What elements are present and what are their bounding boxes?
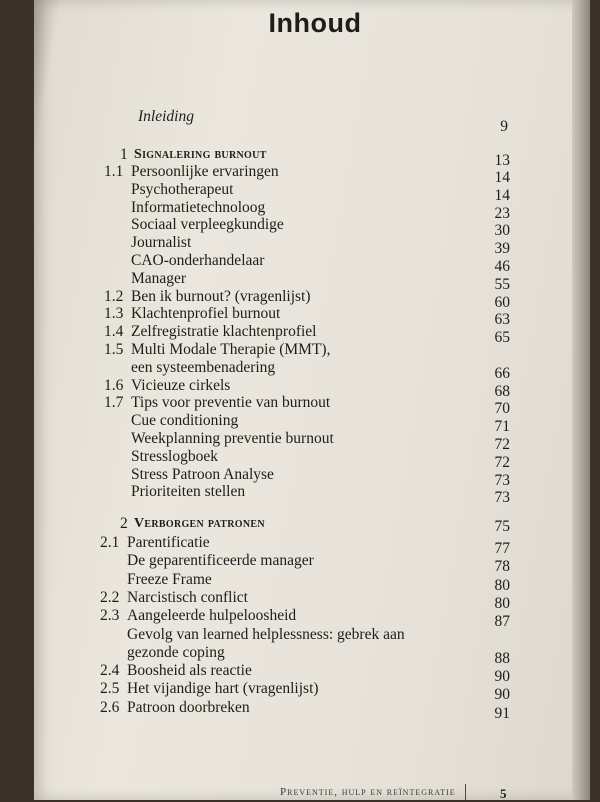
intro-page: 9 (500, 118, 508, 135)
toc-item-page: 66 (494, 364, 510, 382)
toc-item-page: 80 (494, 594, 510, 612)
toc-item-label: Ben ik burnout? (vragenlijst) (131, 287, 311, 305)
toc-item-label: Vicieuze cirkels (131, 376, 231, 394)
toc-item-label: Stress Patroon Analyse (131, 465, 274, 483)
running-title: Preventie, hulp en reïntegratie (280, 786, 456, 798)
footer-page-number: 5 (500, 786, 507, 801)
toc-item-page: 46 (494, 258, 510, 275)
toc-item-page: 60 (494, 293, 510, 311)
page-title: Inhoud (268, 8, 362, 38)
toc-item-page: 63 (494, 311, 510, 329)
toc-item-label: Freeze Frame (127, 570, 212, 588)
toc-item-number: 1.5 (104, 341, 124, 358)
toc-item-label: Cue conditioning (131, 412, 239, 430)
toc-item-label: Patroon doorbreken (127, 698, 250, 716)
toc-item-page: 72 (494, 453, 510, 471)
toc-item-page: 70 (494, 400, 510, 418)
toc-item-number: 1.7 (104, 394, 124, 412)
toc-item-number: 2.5 (100, 680, 120, 698)
toc-item-label: De geparentificeerde manager (127, 552, 314, 570)
toc-item-label: Stresslogboek (131, 447, 218, 465)
toc-item-page: 73 (494, 489, 510, 507)
toc-item-label: Manager (131, 269, 187, 287)
chapter-title: Verborgen patronen (134, 516, 265, 531)
toc-item-page: 91 (494, 704, 510, 722)
toc-item-page: 30 (494, 222, 510, 240)
toc-item-label: Narcistisch conflict (127, 588, 248, 606)
toc-item-label: Klachtenprofiel burnout (131, 305, 281, 323)
toc-item-number: 1.3 (104, 305, 124, 323)
toc-item-label: Persoonlijke ervaringen (131, 163, 279, 180)
chapter-page: 13 (494, 152, 510, 169)
toc-item-number: 1.2 (104, 287, 124, 305)
chapter-title: Signalering burnout (134, 147, 267, 162)
page-edge (572, 0, 590, 800)
toc-item-number: 2.6 (100, 698, 120, 716)
toc-item-page: 39 (494, 240, 510, 258)
toc-item-label: Multi Modale Therapie (MMT), (131, 341, 331, 358)
toc-item-label: Parentificatie (127, 534, 210, 551)
toc-item-label: gezonde coping (127, 643, 225, 661)
toc-item-page: 55 (494, 275, 510, 293)
toc-item-number: 2.4 (100, 662, 120, 680)
toc-item-number: 2.2 (100, 588, 120, 606)
chapter-number: 2 (120, 515, 128, 532)
toc-item-page: 77 (494, 540, 510, 557)
toc-item-number: 2.3 (100, 607, 120, 625)
toc-item-label: Aangeleerde hulpeloosheid (127, 607, 297, 625)
toc-item-page: 80 (494, 576, 510, 594)
toc-item-number: 1.6 (104, 376, 124, 394)
toc-item-page: 73 (494, 471, 510, 489)
toc-item-page: 87 (494, 613, 510, 631)
toc-item-label: Weekplanning preventie burnout (131, 430, 334, 447)
toc-item-label: Boosheid als reactie (127, 662, 252, 680)
toc-item-label: Journalist (131, 234, 192, 252)
toc-item-label: Zelfregistratie klachtenprofiel (131, 323, 317, 341)
toc-item-page: 88 (494, 649, 510, 667)
toc-item-page: 90 (494, 668, 510, 686)
toc-item-label: Prioriteiten stellen (131, 483, 246, 501)
toc-item-label: Tips voor preventie van burnout (131, 394, 331, 412)
toc-item-page: 14 (494, 169, 510, 186)
toc-item-page: 71 (494, 418, 510, 436)
chapter-page: 75 (494, 518, 510, 535)
toc-item-page: 68 (494, 382, 510, 400)
toc-item-number: 1.1 (104, 163, 124, 180)
toc-item-label: Psychotherapeut (131, 180, 234, 198)
toc-item-page: 90 (494, 686, 510, 704)
toc-item-page: 23 (494, 204, 510, 222)
toc-item-label: een systeembenadering (131, 358, 276, 376)
toc-item-page: 65 (494, 329, 510, 347)
toc-item-label: Sociaal verpleegkundige (131, 216, 284, 234)
toc-item-label: CAO-onderhandelaar (131, 252, 265, 269)
toc-item-page: 78 (494, 558, 510, 576)
toc-item-label: Gevolg van learned helplessness: gebrek aan (127, 625, 405, 643)
intro-label: Inleiding (138, 108, 194, 125)
toc-item-page: 72 (494, 436, 510, 453)
toc-item-number: 1.4 (104, 323, 124, 341)
toc-item-page: 14 (494, 186, 510, 204)
toc-item-label: Informatietechnoloog (131, 198, 266, 216)
toc-item-label: Het vijandige hart (vragenlijst) (127, 680, 319, 698)
toc-item-number: 2.1 (100, 534, 120, 551)
footer-divider (465, 784, 466, 800)
chapter-number: 1 (120, 146, 128, 163)
